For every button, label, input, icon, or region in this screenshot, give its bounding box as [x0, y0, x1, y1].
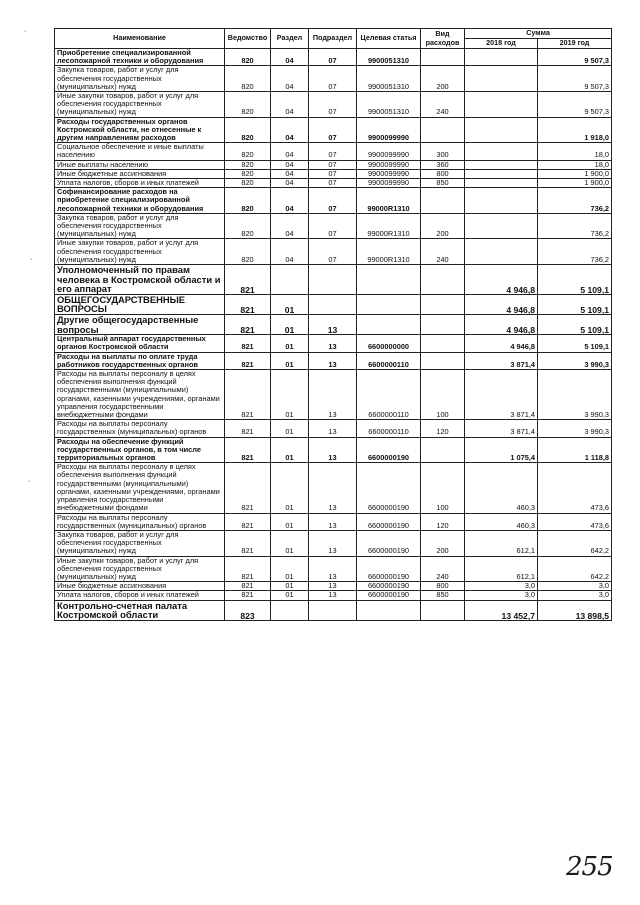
cell-name: Закупка товаров, работ и услуг для обеспечения государственных (муниципальных) нужд [55, 213, 225, 239]
cell-2018: 4 946,8 [465, 294, 538, 314]
header-2018: 2018 год [465, 39, 538, 49]
cell-exp-type: 200 [421, 530, 465, 556]
cell-target: 6600000190 [357, 582, 421, 591]
cell-2019: 9 507,3 [538, 92, 612, 118]
cell-target: 9900099990 [357, 117, 421, 143]
cell-exp-type [421, 117, 465, 143]
cell-2018: 3 871,4 [465, 420, 538, 437]
cell-exp-type: 100 [421, 463, 465, 513]
cell-name: Уплата налогов, сборов и иных платежей [55, 179, 225, 188]
cell-exp-type [421, 600, 465, 620]
cell-name: Расходы на выплаты персоналу в целях обеспечения выполнения функций государственными (муниципальными) органами, казенными учреждениями, органами управления государственными внебюджетными фондами [55, 463, 225, 513]
cell-2018 [465, 188, 538, 214]
cell-subsection: 13 [309, 591, 357, 600]
cell-name: Другие общегосударственные вопросы [55, 315, 225, 335]
table-row [55, 188, 612, 214]
cell-dept: 821 [225, 463, 271, 513]
cell-subsection: 07 [309, 117, 357, 143]
cell-2018 [465, 49, 538, 66]
cell-section: 01 [271, 315, 309, 335]
cell-name: Иные выплаты населению [55, 160, 225, 169]
cell-subsection: 13 [309, 335, 357, 352]
cell-2018 [465, 169, 538, 178]
cell-name: Приобретение специализированной лесопожарной техники и оборудования [55, 49, 225, 66]
header-sum: Сумма [465, 29, 612, 39]
cell-target: 6600000190 [357, 437, 421, 463]
table-row [55, 335, 612, 352]
cell-name: Иные бюджетные ассигнования [55, 169, 225, 178]
table-row [55, 513, 612, 530]
cell-target: 9900099990 [357, 143, 421, 160]
cell-name: Уплата налогов, сборов и иных платежей [55, 591, 225, 600]
cell-section: 01 [271, 370, 309, 420]
cell-dept: 820 [225, 49, 271, 66]
cell-exp-type [421, 49, 465, 66]
cell-dept: 820 [225, 160, 271, 169]
cell-2018: 4 946,8 [465, 335, 538, 352]
cell-2019: 1 900,0 [538, 179, 612, 188]
cell-dept: 821 [225, 265, 271, 295]
table-row [55, 213, 612, 239]
cell-2019: 18,0 [538, 160, 612, 169]
cell-section: 01 [271, 530, 309, 556]
cell-section: 01 [271, 556, 309, 582]
cell-2019: 473,6 [538, 463, 612, 513]
cell-2019: 3,0 [538, 591, 612, 600]
cell-subsection: 07 [309, 169, 357, 178]
cell-2019: 3 990,3 [538, 370, 612, 420]
cell-dept: 820 [225, 143, 271, 160]
cell-section: 04 [271, 92, 309, 118]
table-row [55, 92, 612, 118]
cell-subsection: 07 [309, 143, 357, 160]
cell-dept: 821 [225, 513, 271, 530]
budget-table [54, 28, 612, 621]
scan-mark: ` [28, 480, 31, 489]
cell-2019: 5 109,1 [538, 294, 612, 314]
cell-target: 99000R1310 [357, 213, 421, 239]
cell-name: Иные закупки товаров, работ и услуг для обеспечения государственных (муниципальных) нужд [55, 556, 225, 582]
cell-target: 9900051310 [357, 66, 421, 92]
cell-dept: 820 [225, 213, 271, 239]
cell-section: 01 [271, 513, 309, 530]
cell-subsection: 13 [309, 352, 357, 369]
cell-2018 [465, 239, 538, 265]
cell-dept: 820 [225, 179, 271, 188]
cell-exp-type [421, 315, 465, 335]
cell-exp-type: 850 [421, 179, 465, 188]
cell-section: 01 [271, 335, 309, 352]
cell-exp-type: 300 [421, 143, 465, 160]
cell-exp-type: 120 [421, 420, 465, 437]
cell-2019: 3 990,3 [538, 420, 612, 437]
table-row [55, 352, 612, 369]
cell-exp-type: 240 [421, 556, 465, 582]
cell-section [271, 600, 309, 620]
cell-subsection: 13 [309, 556, 357, 582]
cell-target: 9900099990 [357, 169, 421, 178]
cell-exp-type: 240 [421, 92, 465, 118]
cell-2018: 612,1 [465, 530, 538, 556]
table-row [55, 315, 612, 335]
table-row [55, 239, 612, 265]
cell-2018: 3,0 [465, 591, 538, 600]
cell-exp-type: 100 [421, 370, 465, 420]
header-target: Целевая статья [357, 29, 421, 49]
cell-target: 6600000110 [357, 352, 421, 369]
cell-target: 6600000190 [357, 463, 421, 513]
cell-2019: 736,2 [538, 188, 612, 214]
cell-subsection: 07 [309, 213, 357, 239]
table-row [55, 437, 612, 463]
cell-subsection: 13 [309, 315, 357, 335]
cell-target: 6600000110 [357, 370, 421, 420]
cell-2018 [465, 92, 538, 118]
cell-dept: 821 [225, 437, 271, 463]
cell-section: 04 [271, 66, 309, 92]
cell-2019: 9 507,3 [538, 49, 612, 66]
cell-2019: 3,0 [538, 582, 612, 591]
cell-name: ОБЩЕГОСУДАРСТВЕННЫЕ ВОПРОСЫ [55, 294, 225, 314]
cell-dept: 821 [225, 294, 271, 314]
cell-target: 6600000190 [357, 530, 421, 556]
cell-2018 [465, 143, 538, 160]
cell-subsection: 13 [309, 420, 357, 437]
table-row [55, 591, 612, 600]
table-row [55, 370, 612, 420]
cell-target: 6600000190 [357, 591, 421, 600]
cell-target: 99000R1310 [357, 188, 421, 214]
cell-section: 01 [271, 463, 309, 513]
cell-section: 04 [271, 213, 309, 239]
cell-name: Расходы на выплаты по оплате труда работников государственных органов [55, 352, 225, 369]
cell-section: 04 [271, 239, 309, 265]
cell-dept: 820 [225, 117, 271, 143]
cell-target: 6600000110 [357, 420, 421, 437]
cell-target: 9900051310 [357, 92, 421, 118]
cell-2018: 4 946,8 [465, 265, 538, 295]
cell-dept: 820 [225, 92, 271, 118]
cell-2018: 3,0 [465, 582, 538, 591]
cell-exp-type [421, 335, 465, 352]
cell-subsection: 07 [309, 179, 357, 188]
cell-name: Софинансирование расходов на приобретение специализированной лесопожарной техники и оборудования [55, 188, 225, 214]
cell-subsection: 13 [309, 463, 357, 513]
cell-exp-type: 200 [421, 213, 465, 239]
cell-name: Иные бюджетные ассигнования [55, 582, 225, 591]
cell-2018: 13 452,7 [465, 600, 538, 620]
cell-name: Расходы государственных органов Костромской области, не отнесенные к другим направлениям расходов [55, 117, 225, 143]
cell-2019: 736,2 [538, 213, 612, 239]
cell-exp-type: 120 [421, 513, 465, 530]
cell-dept: 821 [225, 370, 271, 420]
cell-2019: 473,6 [538, 513, 612, 530]
cell-target [357, 315, 421, 335]
cell-dept: 821 [225, 352, 271, 369]
cell-name: Расходы на выплаты персоналу государственных (муниципальных) органов [55, 420, 225, 437]
cell-name: Уполномоченный по правам человека в Костромской области и его аппарат [55, 265, 225, 295]
cell-2018: 4 946,8 [465, 315, 538, 335]
cell-target: 9900051310 [357, 49, 421, 66]
cell-dept: 821 [225, 556, 271, 582]
table-row [55, 265, 612, 295]
cell-2018: 612,1 [465, 556, 538, 582]
table-row [55, 294, 612, 314]
cell-name: Иные закупки товаров, работ и услуг для обеспечения государственных (муниципальных) нужд [55, 239, 225, 265]
cell-exp-type [421, 437, 465, 463]
cell-section: 01 [271, 582, 309, 591]
cell-2018 [465, 117, 538, 143]
cell-dept: 823 [225, 600, 271, 620]
cell-subsection: 13 [309, 370, 357, 420]
table-row [55, 600, 612, 620]
cell-2018: 460,3 [465, 513, 538, 530]
cell-subsection: 13 [309, 530, 357, 556]
cell-section: 04 [271, 169, 309, 178]
cell-dept: 821 [225, 335, 271, 352]
cell-target: 9900099990 [357, 179, 421, 188]
header-section: Раздел [271, 29, 309, 49]
cell-2019: 5 109,1 [538, 265, 612, 295]
cell-2019: 3 990,3 [538, 352, 612, 369]
cell-section: 04 [271, 117, 309, 143]
cell-subsection [309, 265, 357, 295]
cell-section: 01 [271, 591, 309, 600]
cell-2018 [465, 160, 538, 169]
cell-name: Расходы на выплаты персоналу в целях обеспечения выполнения функций государственными (муниципальными) органами, казенными учреждениями, органами управления государственными внебюджетными фондами [55, 370, 225, 420]
cell-subsection: 07 [309, 92, 357, 118]
cell-subsection: 13 [309, 437, 357, 463]
cell-exp-type: 240 [421, 239, 465, 265]
cell-2019: 1 900,0 [538, 169, 612, 178]
cell-section: 04 [271, 179, 309, 188]
cell-dept: 820 [225, 239, 271, 265]
cell-exp-type [421, 188, 465, 214]
cell-dept: 821 [225, 591, 271, 600]
cell-section: 01 [271, 352, 309, 369]
cell-exp-type: 360 [421, 160, 465, 169]
cell-2019: 642,2 [538, 556, 612, 582]
table-row [55, 420, 612, 437]
header-exp-type: Вид расходов [421, 29, 465, 49]
cell-dept: 821 [225, 420, 271, 437]
cell-subsection: 07 [309, 66, 357, 92]
cell-2019: 5 109,1 [538, 335, 612, 352]
cell-exp-type [421, 294, 465, 314]
cell-subsection: 13 [309, 513, 357, 530]
cell-section: 04 [271, 143, 309, 160]
table-row [55, 66, 612, 92]
cell-2018 [465, 213, 538, 239]
header-2019: 2019 год [538, 39, 612, 49]
cell-target: 6600000000 [357, 335, 421, 352]
cell-exp-type: 850 [421, 591, 465, 600]
cell-section: 04 [271, 188, 309, 214]
cell-2018 [465, 179, 538, 188]
cell-section [271, 265, 309, 295]
header-name: Наименование [55, 29, 225, 49]
scan-mark: ` [30, 258, 33, 267]
cell-target [357, 294, 421, 314]
table-row [55, 117, 612, 143]
cell-2019: 13 898,5 [538, 600, 612, 620]
cell-exp-type [421, 352, 465, 369]
cell-2018: 460,3 [465, 463, 538, 513]
cell-name: Расходы на обеспечение функций государственных органов, в том числе территориальных органов [55, 437, 225, 463]
cell-target [357, 265, 421, 295]
cell-2018: 3 871,4 [465, 352, 538, 369]
cell-subsection [309, 600, 357, 620]
cell-section: 01 [271, 420, 309, 437]
cell-2019: 736,2 [538, 239, 612, 265]
cell-dept: 820 [225, 169, 271, 178]
cell-dept: 820 [225, 188, 271, 214]
cell-dept: 821 [225, 530, 271, 556]
cell-name: Иные закупки товаров, работ и услуг для обеспечения государственных (муниципальных) нужд [55, 92, 225, 118]
cell-section: 04 [271, 49, 309, 66]
header-subsection: Подраздел [309, 29, 357, 49]
cell-2019: 642,2 [538, 530, 612, 556]
cell-target [357, 600, 421, 620]
cell-target: 6600000190 [357, 513, 421, 530]
cell-target: 99000R1310 [357, 239, 421, 265]
cell-exp-type: 800 [421, 582, 465, 591]
cell-name: Контрольно-счетная палата Костромской области [55, 600, 225, 620]
cell-subsection [309, 294, 357, 314]
cell-section: 04 [271, 160, 309, 169]
cell-subsection: 07 [309, 239, 357, 265]
table-header [55, 29, 612, 49]
page-number: 255 [566, 852, 613, 882]
cell-name: Социальное обеспечение и иные выплаты населению [55, 143, 225, 160]
cell-2018: 3 871,4 [465, 370, 538, 420]
cell-subsection: 13 [309, 582, 357, 591]
cell-2019: 1 118,8 [538, 437, 612, 463]
table-row [55, 160, 612, 169]
cell-name: Закупка товаров, работ и услуг для обеспечения государственных (муниципальных) нужд [55, 530, 225, 556]
table-row [55, 556, 612, 582]
cell-2019: 18,0 [538, 143, 612, 160]
cell-name: Закупка товаров, работ и услуг для обеспечения государственных (муниципальных) нужд [55, 66, 225, 92]
scan-mark: ` [24, 30, 27, 39]
cell-exp-type: 800 [421, 169, 465, 178]
cell-dept: 821 [225, 582, 271, 591]
cell-exp-type [421, 265, 465, 295]
cell-exp-type: 200 [421, 66, 465, 92]
cell-target: 9900099990 [357, 160, 421, 169]
cell-2019: 1 918,0 [538, 117, 612, 143]
cell-section: 01 [271, 437, 309, 463]
table-row [55, 530, 612, 556]
cell-target: 6600000190 [357, 556, 421, 582]
cell-name: Расходы на выплаты персоналу государственных (муниципальных) органов [55, 513, 225, 530]
table-row [55, 49, 612, 66]
cell-name: Центральный аппарат государственных органов Костромской области [55, 335, 225, 352]
cell-subsection: 07 [309, 49, 357, 66]
cell-2019: 9 507,3 [538, 66, 612, 92]
cell-2018: 1 075,4 [465, 437, 538, 463]
cell-dept: 821 [225, 315, 271, 335]
table-row [55, 463, 612, 513]
header-dept: Ведомство [225, 29, 271, 49]
table-row [55, 143, 612, 160]
cell-2018 [465, 66, 538, 92]
cell-subsection: 07 [309, 160, 357, 169]
cell-section: 01 [271, 294, 309, 314]
cell-dept: 820 [225, 66, 271, 92]
table-body [55, 49, 612, 621]
cell-subsection: 07 [309, 188, 357, 214]
cell-2019: 5 109,1 [538, 315, 612, 335]
